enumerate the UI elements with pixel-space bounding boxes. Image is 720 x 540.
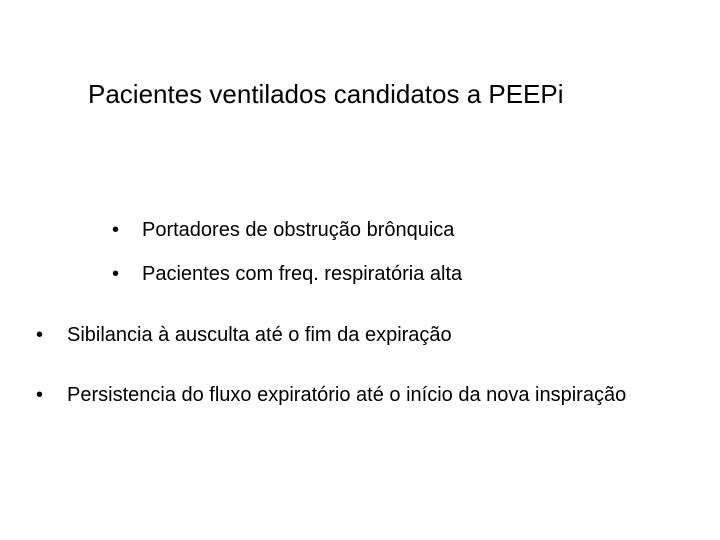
bullet-icon: •	[112, 219, 120, 241]
slide-title: Pacientes ventilados candidatos a PEEPi	[88, 79, 564, 109]
bullet-icon: •	[36, 324, 44, 346]
bullet-text: Pacientes com freq. respiratória alta	[142, 263, 463, 285]
bullet-text: Persistencia do fluxo expiratório até o início da nova inspiração	[67, 384, 627, 406]
bullet-text: Sibilancia à ausculta até o fim da expiração	[67, 324, 452, 346]
bullet-icon: •	[36, 384, 44, 406]
bullet-icon: •	[112, 263, 120, 285]
bullet-text: Portadores de obstrução brônquica	[142, 219, 455, 241]
